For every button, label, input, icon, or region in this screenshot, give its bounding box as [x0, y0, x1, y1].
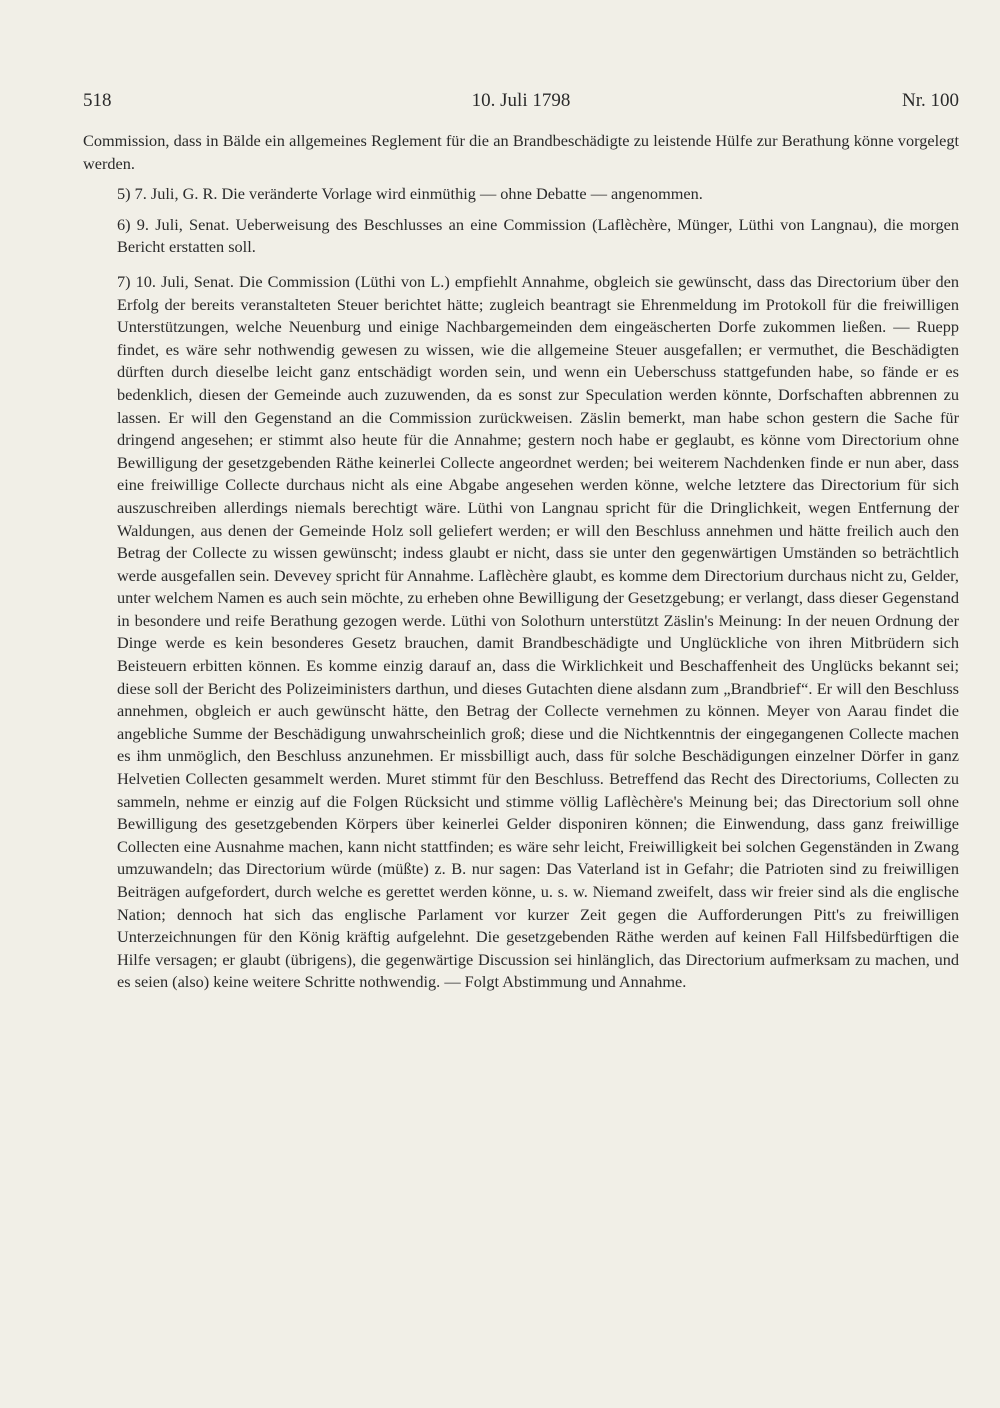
page-number: 518: [83, 90, 112, 111]
document-body: [83, 130, 959, 994]
paragraph: 5) 7. Juli, G. R. Die veränderte Vorlage wird einmüthig — ohne Debatte — angenommen.: [117, 184, 703, 204]
paragraph: 6) 9. Juli, Senat. Ueberweisung des Beschlusses an eine Commission (Laflèchère, Münger, Lüthi von Langnau), die morgen Bericht erstatten soll.: [117, 214, 959, 257]
document-number: Nr. 100: [902, 90, 959, 111]
header-date: 10. Juli 1798: [471, 90, 571, 111]
page-header: [83, 90, 959, 120]
paragraph: Commission, dass in Bälde ein allgemeines Reglement für die an Brandbeschädigte zu leistende Hülfe zur Berathung könne vorgelegt werden.: [83, 131, 959, 173]
paragraph: 7) 10. Juli, Senat. Die Commission (Lüthi von L.) empfiehlt Annahme, obgleich sie gewünscht, dass das Directorium über den Erfolg der bereits veranstalteten Steuer berichtet hätte; zugleich beantragt sie Ehrenmeldung im Protokoll für die freiwilligen Unterstützungen, welche Neuenburg und einige Nachbargemeinden dem eingeäscherten Dorfe zukommen ließen. — Ruepp findet, es wäre sehr nothwendig gewesen zu wissen, wie die allgemeine Steuer ausgefallen; er vermuthet, die Beschädigten dürften durch dieselbe leicht ganz entschädigt worden sein, und wenn ein Ueberschuss stattgefunden habe, so fände er es bedenklich, diesen der Gemeinde auch zuzuwenden, da es sonst zur Speculation werden könnte, Dorfschaften abbrennen zu lassen. Er will den Gegenstand an die Commission zurückweisen. Zäslin bemerkt, man habe schon gestern die Sache für dringend angesehen; er stimmt also heute für die Annahme; gestern noch habe er geglaubt, es könne vom Directorium ohne Bewilligung der gesetzgebenden Räthe keinerlei Collecte angeordnet werden; bei weiterem Nachdenken finde er nun aber, dass eine freiwillige Collecte durchaus nicht als eine Abgabe angesehen werden könne, welche letztere das Directorium für sich auszuschreiben allerdings niemals berechtigt wäre. Lüthi von Langnau spricht für die Dringlichkeit, wegen Entfernung der Waldungen, aus denen der Gemeinde Holz soll geliefert werden; er will den Beschluss annehmen und hätte freilich auch den Betrag der Collecte zu wissen gewünscht; indess glaubt er nicht, dass sie unter den gegenwärtigen Umständen so beträchtlich werde ausgefallen sein. Devevey spricht für Annahme. Laflèchère glaubt, es komme dem Directorium durchaus nicht zu, Gelder, unter welchem Namen es auch sein möchte, zu erheben ohne Bewilligung der Gesetzgebung; er verlangt, dass dieser Gegenstand in besondere und reife Berathung gezogen werde. Lüthi von Solothurn unterstützt Zäslin's Meinung: In der neuen Ordnung der Dinge werde es kein besonderes Gesetz brauchen, damit Brandbeschädigte und Unglückliche von ihren Mitbrüdern sich Beisteuern erbitten können. Es komme einzig darauf an, dass die Wirklichkeit und Beschaffenheit des Unglücks bekannt sei; diese soll der Bericht des Polizeiministers darthun, und dieses Gutachten diene alsdann zum „Brandbrief“. Er will den Beschluss annehmen, obgleich er auch gewünscht hätte, den Betrag der Collecte vernehmen zu können. Meyer von Aarau findet die angebliche Summe der Beschädigung unwahrscheinlich groß; diese und die Nichtkenntnis der eingegangenen Collecte machen es ihm unmöglich, den Beschluss anzunehmen. Er missbilligt auch, dass für solche Beschädigungen einzelner Dörfer in ganz Helvetien Collecten gesammelt werden. Muret stimmt für den Beschluss. Betreffend das Recht des Directoriums, Collecten zu sammeln, nehme er einzig auf die Folgen Rücksicht und stimme völlig Laflèchère's Meinung bei; das Directorium soll ohne Bewilligung des gesetzgebenden Körpers über keinerlei Gelder disponiren können; die Einwendung, dass ganz freiwillige Collecten eine Ausnahme machen, kann nicht stattfinden; es wäre sehr leicht, Freiwilligkeit bei solchen Gegenständen in Zwang umzuwandeln; das Directorium würde (müßte) z. B. nur sagen: Das Vaterland ist in Gefahr; die Patrioten sind zu freiwilligen Beiträgen aufgefordert, durch welche es gerettet werden könne, u. s. w. Niemand zweifelt, dass wir freier sind als die englische Nation; dennoch hat sich das englische Parlament vor kurzer Zeit gegen die Aufforderungen Pitt's zu freiwilligen Unterzeichnungen für den König kräftig aufgelehnt. Die gesetzgebenden Räthe werden auf keinen Fall Hilfsbedürftigen die Hilfe versagen; er glaubt (übrigens), die gegenwärtige Discussion sei hinlänglich, das Directorium aufmerksam zu machen, und es seien (also) keine weitere Schritte nothwendig. — Folgt Abstimmung und Annahme.: [117, 271, 959, 992]
